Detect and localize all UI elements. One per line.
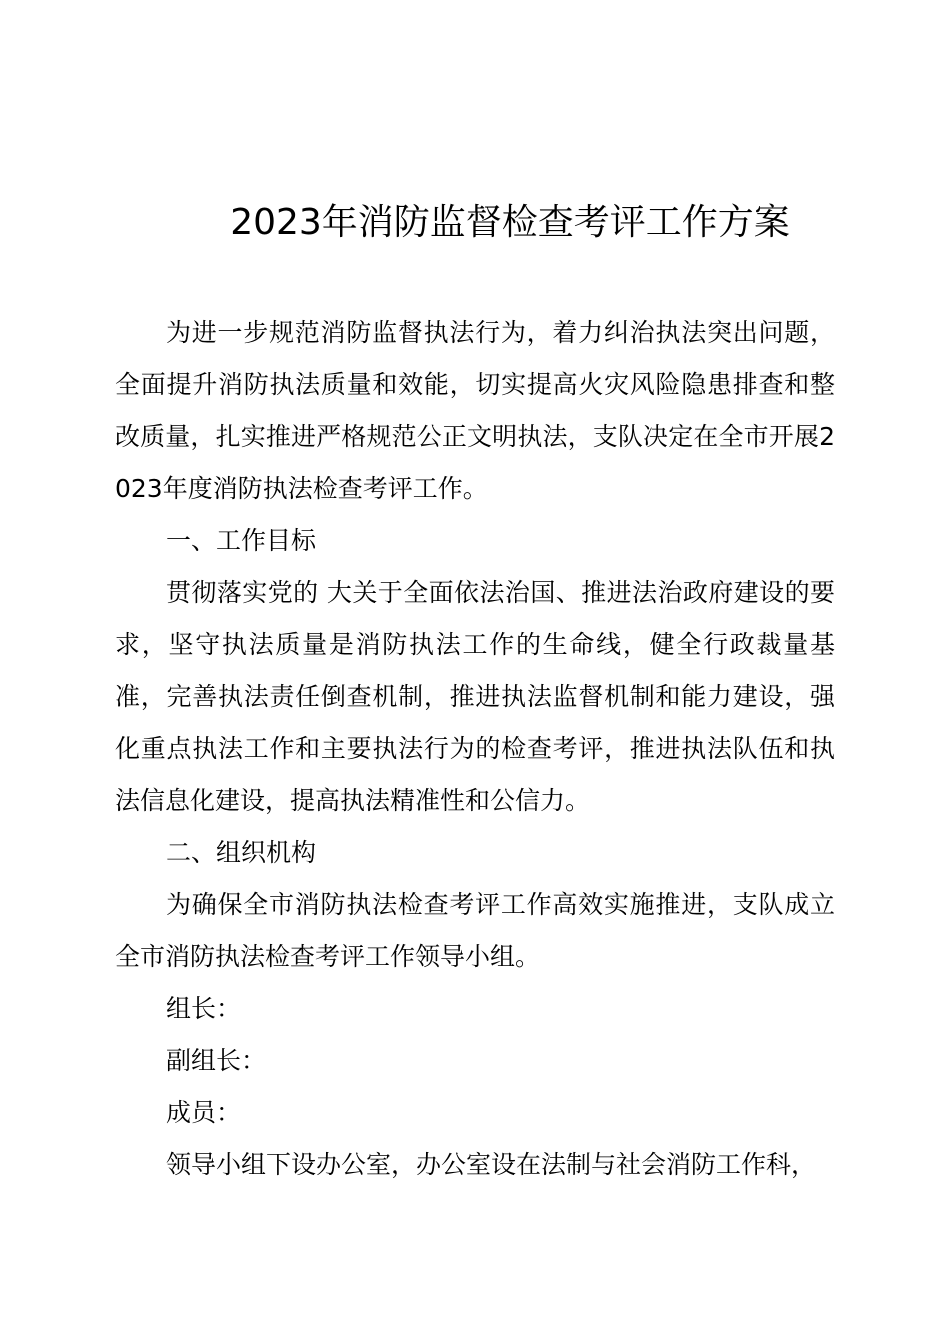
intro-paragraph: 为进一步规范消防监督执法行为，着力纠治执法突出问题，全面提升消防执法质量和效能，切实提高火灾风险隐患排查和整改质量，扎实推进严格规范公正文明执法，支队决定在全市开展2023年度消防执法检查考评工作。 bbox=[115, 318, 835, 503]
goals-paragraph: 贯彻落实党的 大关于全面依法治国、推进法治政府建设的要求，坚守执法质量是消防执法工作的生命线，健全行政裁量基准，完善执法责任倒查机制，推进执法监督机制和能力建设，强化重点执法工作和主要执法行为的检查考评，推进执法队伍和执法信息化建设，提高执法精准性和公信力。 bbox=[115, 578, 835, 815]
office-paragraph: 领导小组下设办公室，办公室设在法制与社会消防工作科， bbox=[166, 1150, 817, 1179]
leader-line: 组长： bbox=[166, 994, 242, 1023]
section-heading-goals: 一、工作目标 bbox=[166, 526, 317, 555]
document-title: 2023年消防监督检查考评工作方案 bbox=[230, 202, 790, 243]
document-body bbox=[115, 307, 835, 1191]
section-heading-organization: 二、组织机构 bbox=[166, 838, 317, 867]
deputy-leader-line: 副组长： bbox=[166, 1046, 267, 1075]
members-line: 成员： bbox=[166, 1098, 242, 1127]
organization-paragraph: 为确保全市消防执法检查考评工作高效实施推进，支队成立全市消防执法检查考评工作领导小组。 bbox=[115, 890, 835, 971]
